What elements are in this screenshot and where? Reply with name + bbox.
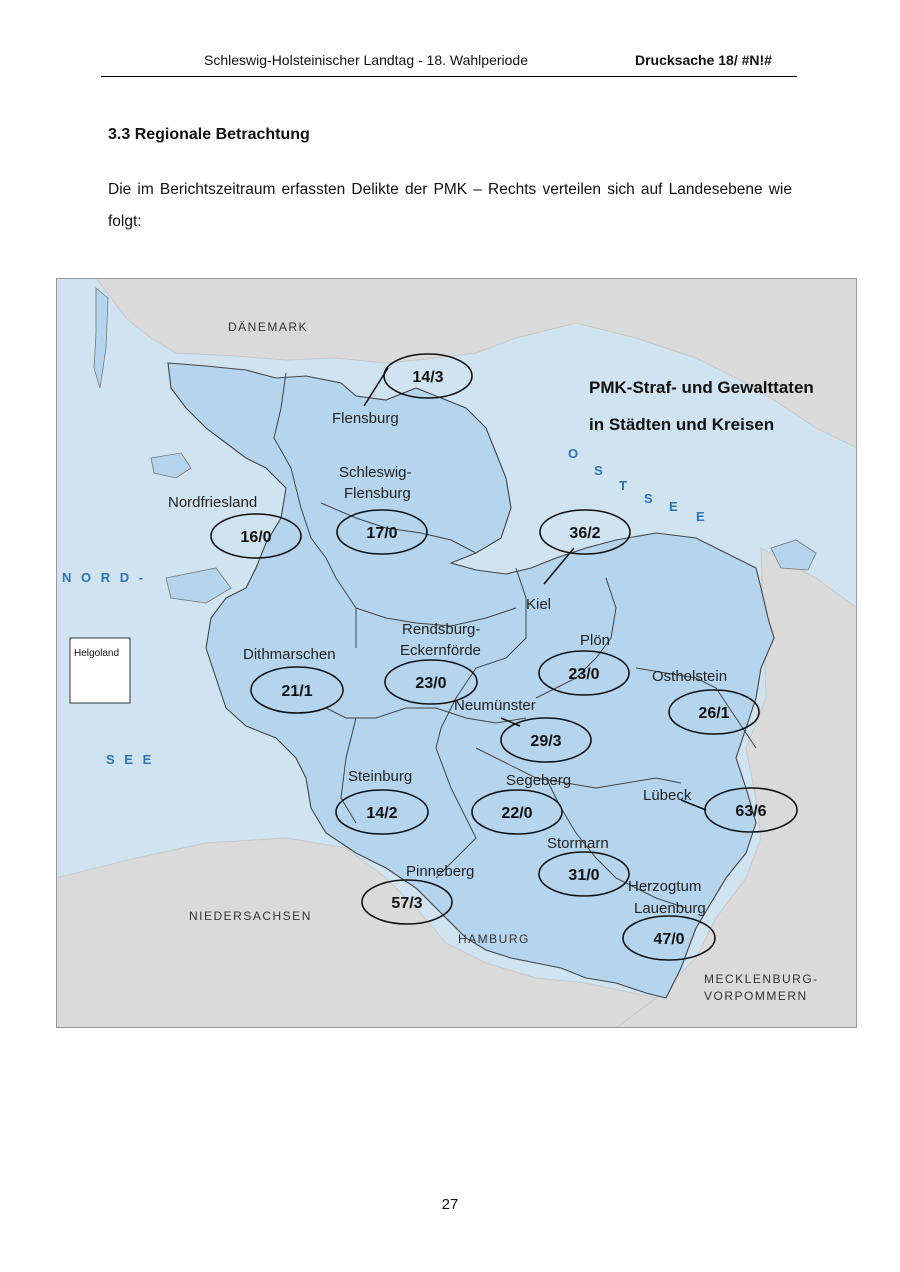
- label-nord: N O R D -: [62, 570, 147, 585]
- value-lauenburg: 47/0: [653, 931, 685, 948]
- value-flensburg: 14/3: [412, 369, 444, 386]
- region-label-lauenburg-1: Herzogtum: [628, 878, 702, 895]
- value-pinneberg: 57/3: [391, 895, 423, 912]
- region-label-kiel: Kiel: [526, 596, 552, 613]
- value-nordfriesland: 16/0: [240, 529, 272, 546]
- value-dithmarschen: 21/1: [281, 683, 313, 700]
- value-luebeck: 63/6: [735, 803, 767, 820]
- region-label-dithmarschen: Dithmarschen: [243, 646, 336, 663]
- label-mecklenburg-1: MECKLENBURG-: [704, 972, 819, 986]
- label-see: S E E: [106, 752, 155, 767]
- ostsee-letter: E: [696, 509, 705, 524]
- value-stormarn: 31/0: [568, 867, 600, 884]
- label-hamburg: HAMBURG: [458, 932, 530, 946]
- region-label-ploen: Plön: [580, 632, 611, 649]
- region-label-segeberg: Segeberg: [506, 772, 572, 789]
- label-mecklenburg-2: VORPOMMERN: [704, 989, 808, 1003]
- region-label-luebeck: Lübeck: [643, 787, 692, 804]
- value-rendsburg: 23/0: [415, 675, 447, 692]
- ostsee-letter: O: [568, 446, 579, 461]
- region-label-schleswig-flensburg-1: Schleswig-: [339, 464, 412, 481]
- region-label-rendsburg-2: Eckernförde: [400, 642, 481, 659]
- value-ploen: 23/0: [568, 666, 600, 683]
- value-kiel: 36/2: [569, 525, 601, 542]
- page-number: 27: [441, 1196, 459, 1213]
- section-heading: 3.3 Regionale Betrachtung: [108, 126, 310, 143]
- ostsee-letter: E: [669, 499, 678, 514]
- value-segeberg: 22/0: [501, 805, 533, 822]
- map-title-line1: PMK-Straf- und Gewalttaten: [589, 378, 814, 397]
- region-label-rendsburg-1: Rendsburg-: [402, 621, 481, 638]
- map-title-line2: in Städten und Kreisen: [589, 415, 775, 434]
- ostsee-letter: T: [619, 478, 627, 493]
- ostsee-letter: S: [644, 491, 653, 506]
- ostsee-letter: S: [594, 463, 603, 478]
- label-daenemark: DÄNEMARK: [228, 320, 309, 334]
- value-neumuenster: 29/3: [530, 733, 562, 750]
- region-label-steinburg: Steinburg: [348, 768, 413, 785]
- label-niedersachsen: NIEDERSACHSEN: [189, 909, 312, 923]
- value-ostholstein: 26/1: [698, 705, 730, 722]
- regional-map: [56, 278, 857, 1028]
- region-label-stormarn: Stormarn: [547, 835, 609, 852]
- helgoland-inset-label: Helgoland: [74, 648, 120, 659]
- region-label-neumuenster: Neumünster: [454, 697, 536, 714]
- value-steinburg: 14/2: [366, 805, 398, 822]
- region-label-lauenburg-2: Lauenburg: [634, 900, 706, 917]
- region-label-pinneberg: Pinneberg: [406, 863, 475, 880]
- section-paragraph: Die im Berichtszeitraum erfassten Delikte der PMK – Rechts verteilen sich auf Landesebene wie folgt:: [108, 181, 792, 230]
- region-label-ostholstein: Ostholstein: [652, 668, 728, 685]
- header-document-number: Drucksache 18/ #N!#: [635, 52, 772, 68]
- region-label-nordfriesland: Nordfriesland: [168, 494, 258, 511]
- header-divider: [101, 76, 797, 77]
- header-title: Schleswig-Holsteinischer Landtag - 18. Wahlperiode: [204, 52, 528, 68]
- region-label-flensburg: Flensburg: [332, 410, 399, 427]
- value-schleswig-flensburg: 17/0: [366, 525, 398, 542]
- region-label-schleswig-flensburg-2: Flensburg: [344, 485, 411, 502]
